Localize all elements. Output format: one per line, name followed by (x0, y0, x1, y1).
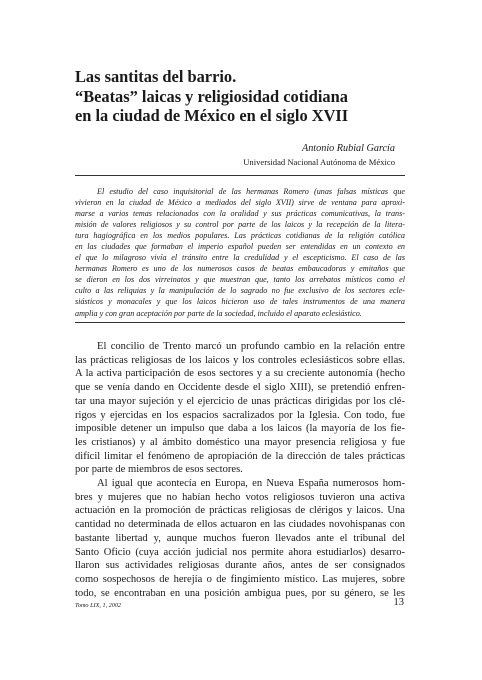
body-line: actuación en la promoción de prácticas religiosas de clérigos y laicos. Una (75, 505, 405, 517)
body-line: rigos y ejercidas en los espacios sacralizados por la Iglesia. Con todo, fue (75, 409, 405, 421)
body-line: El concilio de Trento marcó un profundo cambio en la relación entre (97, 341, 405, 352)
body-line: difícil limitar el fenómeno de apropiación de la dirección de tales prácticas (75, 450, 405, 462)
article-title (75, 67, 415, 126)
title-line: en la ciudad de México en el siglo XVII (75, 106, 349, 125)
abstract-line: vivieron en la ciudad de México a mediados del siglo XVII) sirve de ventana para aproxi- (75, 198, 405, 208)
body-line: les cristianos) y al ámbito doméstico una mayor presencia religiosa y fue (75, 436, 405, 448)
body-line: Santo Oficio (cuya acción judicial nos permite ahora estudiarlos) desarro- (75, 546, 405, 558)
body-line: A la activa participación de esos sectores y a su creciente autonomía (hecho (75, 368, 405, 380)
body-line: tar una mayor sujeción y el ejercicio de unas prácticas dirigidas por los clé- (75, 395, 405, 407)
abstract-line: tura hagiográfica en los medios populares. Las prácticas cotidianas de la religión católica (75, 231, 405, 241)
title-line: “Beatas” laicas y religiosidad cotidiana (75, 86, 348, 106)
title-line: Las santitas del barrio. (75, 67, 237, 86)
body-line: las prácticas religiosas de los laicos y los controles eclesiásticos sobre ellas. (75, 354, 405, 366)
abstract-line: El estudio del caso inquisitorial de las hermanas Romero (unas falsas místicas que (97, 187, 405, 196)
body-line: bres y mujeres que no habían hecho votos religiosos tuvieron una activa (75, 491, 405, 503)
abstract-line: amplia y con gran aceptación por parte de la sociedad, incluido el aparato eclesiástico. (75, 308, 362, 318)
body-line: que se venía dando en Occidente desde el siglo XIII), se pretendió enfren- (75, 382, 405, 394)
abstract-line: el que lo milagroso vivía el tránsito entre la credulidad y el escepticismo. El caso de las (75, 253, 405, 263)
abstract-line: culto a las reliquias y la manipulación de lo sagrado no fue exclusivo de los sectores ecle- (75, 286, 405, 296)
body-line: Al igual que acontecía en Europa, en Nueva España numerosos hom- (97, 478, 405, 490)
body-line: cantidad no determinada de ellos actuaron en las ciudades novohispanas con (75, 519, 405, 531)
abstract-line: hermanas Romero es uno de los numerosos casos de beatas embaucadoras y emitaños que (75, 264, 405, 274)
author-name: Antonio Rubial García (301, 143, 395, 154)
body-line: como sospechosos de herejía o de fingimiento místico. Las mujeres, sobre (75, 573, 405, 585)
abstract-line: se dieron en los dos virreinatos y que muestran que, tanto los arrebatos místicos como el (75, 275, 405, 285)
body-line: todo, se encontraban en una posición ambigua pues, por su género, se les (75, 587, 405, 599)
abstract-top-rule (75, 175, 405, 176)
abstract-line: en las ciudades que formaban el imperio español pueden ser entendidas en un contexto en (75, 242, 405, 252)
abstract-line: misión de valores religiosos y su control por parte de los laicos y la recepción de la litera- (75, 220, 405, 230)
page-number: 13 (393, 597, 404, 608)
body-line: llaron sus actividades religiosas durante años, antes de ser consignados (75, 560, 405, 572)
abstract-bottom-rule (75, 322, 405, 323)
abstract-line: siásticos y monacales y que los laicos hicieron uso de tales instrumentos de una manera (75, 297, 405, 307)
body-text (75, 340, 405, 600)
journal-footer: Tomo LIX, 1, 2002 (75, 602, 122, 609)
body-line: imposible detener un impulso que daba a los laicos (la mayoría de los fie- (75, 423, 405, 435)
author-affiliation: Universidad Nacional Autónoma de México (243, 157, 395, 167)
body-line: bastante libertad y, aunque muchos fueron llevados ante el tribunal del (75, 532, 405, 544)
abstract-line: marse a varios temas relacionados con la oralidad y sus prácticas comunicativas, la trans- (75, 209, 405, 219)
abstract (75, 186, 405, 319)
body-line: por parte de miembros de esos sectores. (75, 464, 243, 476)
